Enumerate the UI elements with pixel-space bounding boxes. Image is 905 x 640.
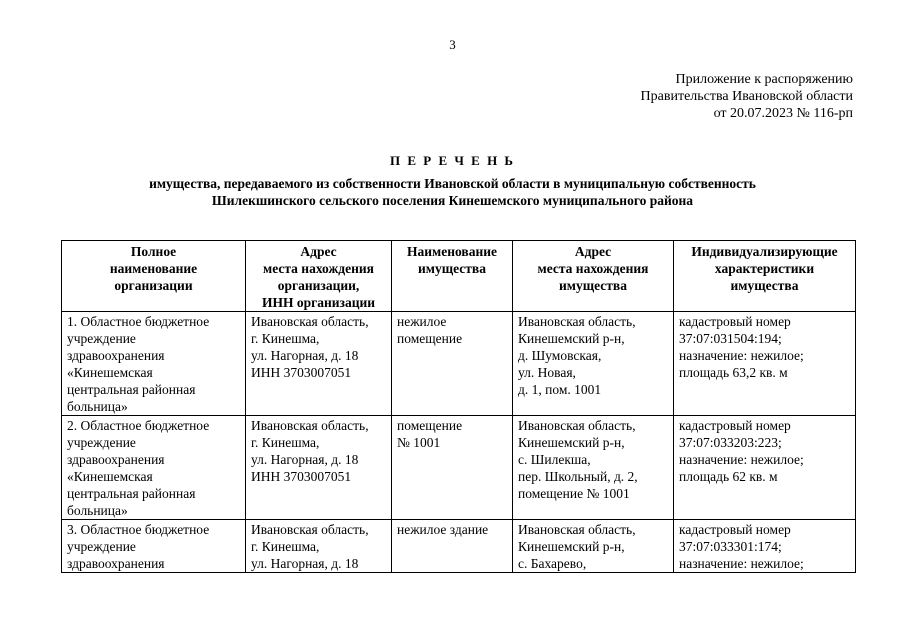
cell-line: 37:07:033203:223; (679, 435, 782, 450)
cell-line: учреждение (67, 331, 136, 346)
header-line: Полное (130, 244, 177, 259)
cell-line: центральная районная (67, 382, 196, 397)
cell-line: назначение: нежилое; (679, 348, 804, 363)
cell-line: площадь 63,2 кв. м (679, 365, 788, 380)
cell-property-characteristics (674, 416, 856, 520)
cell-line: ИНН 3703007051 (251, 365, 352, 380)
cell-organization-name (62, 312, 246, 416)
header-property-name (392, 241, 513, 312)
cell-line: центральная районная (67, 486, 196, 501)
header-line: Наименование (407, 244, 497, 259)
cell-property-name (392, 520, 513, 573)
cell-property-address (513, 312, 674, 416)
header-line: Адрес (574, 244, 612, 259)
table-body (62, 312, 856, 573)
cell-line: назначение: нежилое; (679, 556, 804, 571)
cell-line: нежилое здание (397, 522, 489, 537)
header-line: организации, (277, 278, 360, 293)
cell-organization-name (62, 416, 246, 520)
page-number: 3 (449, 37, 456, 52)
cell-line: № 1001 (397, 435, 441, 450)
appendix-line: Правительства Ивановской области (640, 89, 853, 104)
header-line: имущества (559, 278, 627, 293)
cell-line: д. 1, пом. 1001 (518, 382, 602, 397)
cell-line: больница» (67, 399, 128, 414)
cell-line: Ивановская область, (518, 314, 636, 329)
cell-line: помещение (397, 418, 463, 433)
cell-line: 1. Областное бюджетное (67, 314, 210, 329)
cell-line: Ивановская область, (518, 418, 636, 433)
cell-line: д. Шумовская, (518, 348, 602, 363)
cell-line: кадастровый номер (679, 522, 791, 537)
header-line: Адрес (300, 244, 337, 259)
cell-line: кадастровый номер (679, 418, 791, 433)
header-property-characteristics (674, 241, 856, 312)
cell-line: Кинешемский р-н, (518, 331, 625, 346)
cell-line: ул. Нагорная, д. 18 (251, 348, 359, 363)
cell-property-characteristics (674, 520, 856, 573)
cell-organization-address (246, 312, 392, 416)
header-organization-name (62, 241, 246, 312)
cell-line: ул. Нагорная, д. 18 (251, 452, 359, 467)
cell-property-name (392, 416, 513, 520)
header-line: места нахождения (263, 261, 374, 276)
cell-line: Ивановская область, (251, 418, 369, 433)
cell-organization-address (246, 416, 392, 520)
cell-line: площадь 62 кв. м (679, 469, 778, 484)
property-table (61, 240, 856, 573)
header-line: места нахождения (537, 261, 649, 276)
cell-line: кадастровый номер (679, 314, 791, 329)
cell-line: помещение (397, 331, 463, 346)
header-line: характеристики (714, 261, 815, 276)
header-line: наименование (109, 261, 198, 276)
cell-organization-address (246, 520, 392, 573)
cell-line: здравоохранения (67, 556, 165, 571)
cell-line: г. Кинешма, (251, 435, 320, 450)
cell-line: ул. Новая, (518, 365, 576, 380)
header-line: Индивидуализирующие (691, 244, 838, 259)
cell-line: «Кинешемская (67, 365, 153, 380)
header-line: ИНН организации (261, 295, 376, 310)
header-line: имущества (730, 278, 799, 293)
cell-line: учреждение (67, 435, 136, 450)
cell-line: Ивановская область, (518, 522, 636, 537)
cell-property-address (513, 520, 674, 573)
subtitle-line: имущества, передаваемого из собственности Ивановской области в муниципальную собственность (149, 176, 756, 191)
cell-property-address (513, 416, 674, 520)
cell-line: помещение № 1001 (518, 486, 630, 501)
header-organization-address (246, 241, 392, 312)
cell-line: Ивановская область, (251, 522, 369, 537)
table-row (62, 312, 856, 416)
table-row (62, 416, 856, 520)
document-title: П Е Р Е Ч Е Н Ь (389, 153, 516, 168)
cell-line: здравоохранения (67, 452, 165, 467)
cell-line: Кинешемский р-н, (518, 435, 625, 450)
cell-line: с. Шилекша, (518, 452, 591, 467)
cell-line: здравоохранения (67, 348, 165, 363)
cell-line: г. Кинешма, (251, 331, 320, 346)
cell-line: «Кинешемская (67, 469, 153, 484)
table-header-row (62, 241, 856, 312)
cell-line: 3. Областное бюджетное (67, 522, 210, 537)
cell-line: назначение: нежилое; (679, 452, 804, 467)
appendix-line: от 20.07.2023 № 116-рп (713, 106, 853, 121)
header-line: имущества (418, 261, 486, 276)
table-row (62, 520, 856, 573)
cell-organization-name (62, 520, 246, 573)
header-property-address (513, 241, 674, 312)
cell-line: 2. Областное бюджетное (67, 418, 210, 433)
cell-line: ИНН 3703007051 (251, 469, 352, 484)
cell-line: г. Кинешма, (251, 539, 320, 554)
cell-line: 37:07:033301:174; (679, 539, 782, 554)
subtitle-line: Шилекшинского сельского поселения Кинешемского муниципального района (211, 193, 694, 208)
cell-property-characteristics (674, 312, 856, 416)
appendix-line: Приложение к распоряжению (675, 72, 853, 87)
cell-line: Ивановская область, (251, 314, 369, 329)
cell-line: Кинешемский р-н, (518, 539, 625, 554)
header-line: организации (114, 278, 193, 293)
cell-line: пер. Школьный, д. 2, (518, 469, 638, 484)
cell-line: ул. Нагорная, д. 18 (251, 556, 359, 571)
cell-line: с. Бахарево, (518, 556, 587, 571)
document-subtitle (0, 175, 905, 209)
appendix-block (641, 71, 853, 122)
cell-line: 37:07:031504:194; (679, 331, 782, 346)
cell-line: учреждение (67, 539, 136, 554)
cell-property-name (392, 312, 513, 416)
cell-line: нежилое (397, 314, 447, 329)
cell-line: больница» (67, 503, 128, 518)
